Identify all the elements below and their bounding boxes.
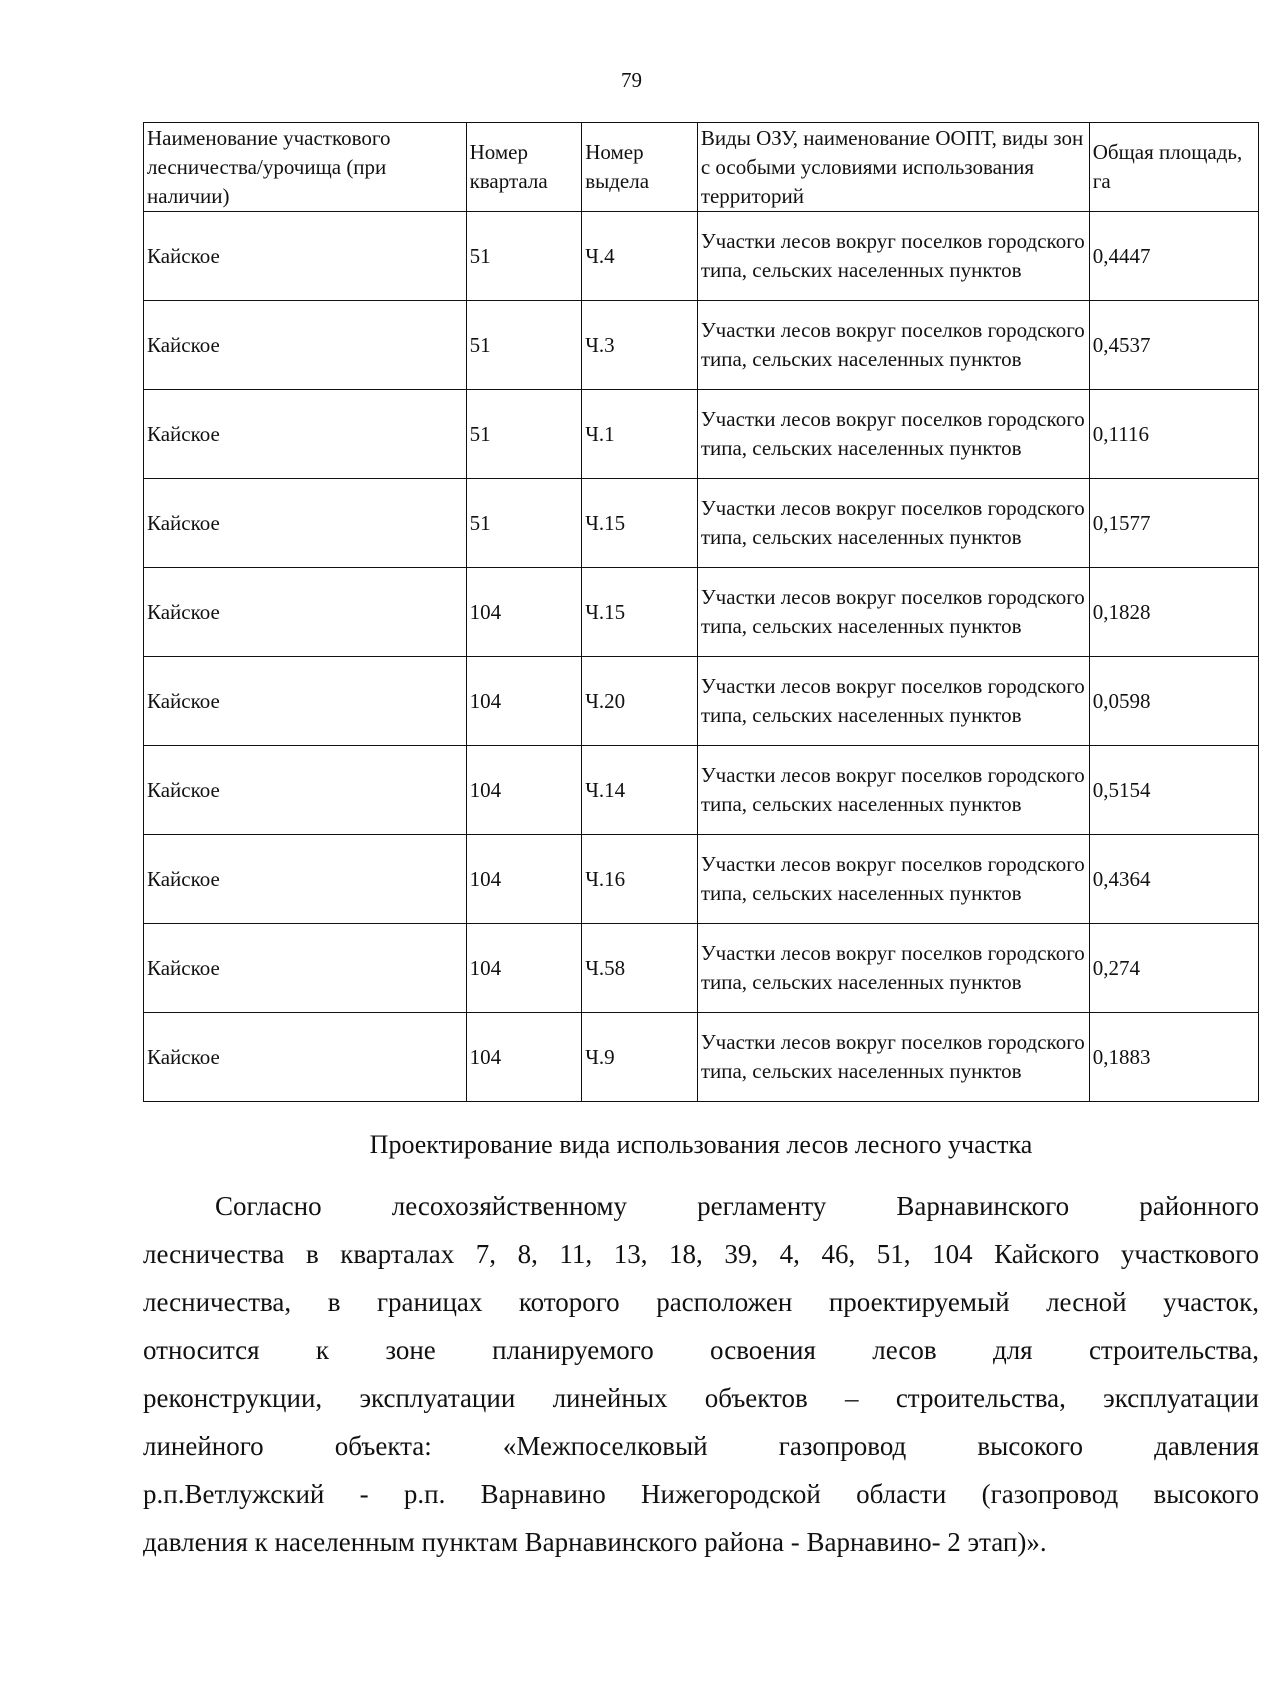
table-header-row [144, 123, 1259, 212]
cell-total-area: 0,4537 [1089, 301, 1258, 390]
cell-forestry-name: Кайское [144, 924, 467, 1013]
cell-protection-type: Участки лесов вокруг поселков городского типа, сельских населенных пунктов [697, 568, 1089, 657]
cell-protection-type: Участки лесов вокруг поселков городского типа, сельских населенных пунктов [697, 479, 1089, 568]
table-row [144, 835, 1259, 924]
cell-plot-number: Ч.16 [582, 835, 698, 924]
cell-forestry-name: Кайское [144, 301, 467, 390]
cell-total-area: 0,5154 [1089, 746, 1258, 835]
paragraph-line: лесничества, в границах которого расположен проектируемый лесной участок, [143, 1287, 1259, 1317]
cell-quarter-number: 104 [466, 924, 582, 1013]
cell-protection-type: Участки лесов вокруг поселков городского типа, сельских населенных пунктов [697, 212, 1089, 301]
header-protection-type: Виды ОЗУ, наименование ООПТ, виды зон с особыми условиями использования территорий [697, 123, 1089, 212]
paragraph-line: р.п.Ветлужский - р.п. Варнавино Нижегородской области (газопровод высокого [143, 1479, 1259, 1509]
cell-plot-number: Ч.58 [582, 924, 698, 1013]
cell-quarter-number: 104 [466, 568, 582, 657]
table-row [144, 568, 1259, 657]
cell-protection-type: Участки лесов вокруг поселков городского типа, сельских населенных пунктов [697, 301, 1089, 390]
header-plot-number: Номер выдела [582, 123, 698, 212]
cell-total-area: 0,0598 [1089, 657, 1258, 746]
paragraph-line: реконструкции, эксплуатации линейных объектов – строительства, эксплуатации [143, 1383, 1259, 1413]
cell-plot-number: Ч.1 [582, 390, 698, 479]
cell-plot-number: Ч.15 [582, 479, 698, 568]
cell-plot-number: Ч.15 [582, 568, 698, 657]
cell-quarter-number: 51 [466, 212, 582, 301]
cell-forestry-name: Кайское [144, 835, 467, 924]
paragraph-line: линейного объекта: «Межпоселковый газопровод высокого давления [143, 1431, 1259, 1461]
paragraph-line: Согласно лесохозяйственному регламенту Варнавинского районного [215, 1191, 1259, 1221]
forest-plots-table [143, 122, 1259, 1102]
cell-quarter-number: 51 [466, 390, 582, 479]
paragraph-line: давления к населенным пунктам Варнавинского района - Варнавино- 2 этап)». [143, 1527, 1047, 1557]
cell-quarter-number: 51 [466, 301, 582, 390]
header-total-area: Общая площадь, га [1089, 123, 1258, 212]
cell-total-area: 0,1883 [1089, 1013, 1258, 1102]
page-number: 79 [621, 68, 642, 92]
table-row [144, 301, 1259, 390]
paragraph-line: лесничества в кварталах 7, 8, 11, 13, 18, 39, 4, 46, 51, 104 Кайского участкового [143, 1239, 1259, 1269]
table-row [144, 657, 1259, 746]
cell-plot-number: Ч.4 [582, 212, 698, 301]
cell-total-area: 0,1828 [1089, 568, 1258, 657]
table-row [144, 390, 1259, 479]
cell-quarter-number: 104 [466, 835, 582, 924]
cell-forestry-name: Кайское [144, 390, 467, 479]
cell-forestry-name: Кайское [144, 568, 467, 657]
cell-forestry-name: Кайское [144, 479, 467, 568]
cell-forestry-name: Кайское [144, 1013, 467, 1102]
cell-plot-number: Ч.20 [582, 657, 698, 746]
table-row [144, 746, 1259, 835]
cell-total-area: 0,274 [1089, 924, 1258, 1013]
cell-total-area: 0,4447 [1089, 212, 1258, 301]
cell-quarter-number: 104 [466, 657, 582, 746]
header-forestry-name: Наименование участкового лесничества/урочища (при наличии) [144, 123, 467, 212]
table-row [144, 212, 1259, 301]
cell-protection-type: Участки лесов вокруг поселков городского типа, сельских населенных пунктов [697, 835, 1089, 924]
cell-protection-type: Участки лесов вокруг поселков городского типа, сельских населенных пунктов [697, 746, 1089, 835]
cell-forestry-name: Кайское [144, 746, 467, 835]
table-row [144, 1013, 1259, 1102]
header-quarter-number: Номер квартала [466, 123, 582, 212]
paragraph-line: относится к зоне планируемого освоения лесов для строительства, [143, 1335, 1259, 1365]
cell-total-area: 0,1116 [1089, 390, 1258, 479]
cell-protection-type: Участки лесов вокруг поселков городского типа, сельских населенных пунктов [697, 924, 1089, 1013]
cell-total-area: 0,1577 [1089, 479, 1258, 568]
cell-plot-number: Ч.14 [582, 746, 698, 835]
cell-quarter-number: 51 [466, 479, 582, 568]
body-paragraph [143, 1182, 1259, 1566]
cell-protection-type: Участки лесов вокруг поселков городского типа, сельских населенных пунктов [697, 657, 1089, 746]
cell-plot-number: Ч.9 [582, 1013, 698, 1102]
table-row [144, 479, 1259, 568]
section-heading: Проектирование вида использования лесов лесного участка [369, 1130, 1033, 1159]
cell-quarter-number: 104 [466, 746, 582, 835]
cell-forestry-name: Кайское [144, 212, 467, 301]
cell-plot-number: Ч.3 [582, 301, 698, 390]
cell-protection-type: Участки лесов вокруг поселков городского типа, сельских населенных пунктов [697, 1013, 1089, 1102]
cell-quarter-number: 104 [466, 1013, 582, 1102]
cell-protection-type: Участки лесов вокруг поселков городского типа, сельских населенных пунктов [697, 390, 1089, 479]
cell-total-area: 0,4364 [1089, 835, 1258, 924]
table-row [144, 924, 1259, 1013]
table-body [144, 212, 1259, 1102]
cell-forestry-name: Кайское [144, 657, 467, 746]
